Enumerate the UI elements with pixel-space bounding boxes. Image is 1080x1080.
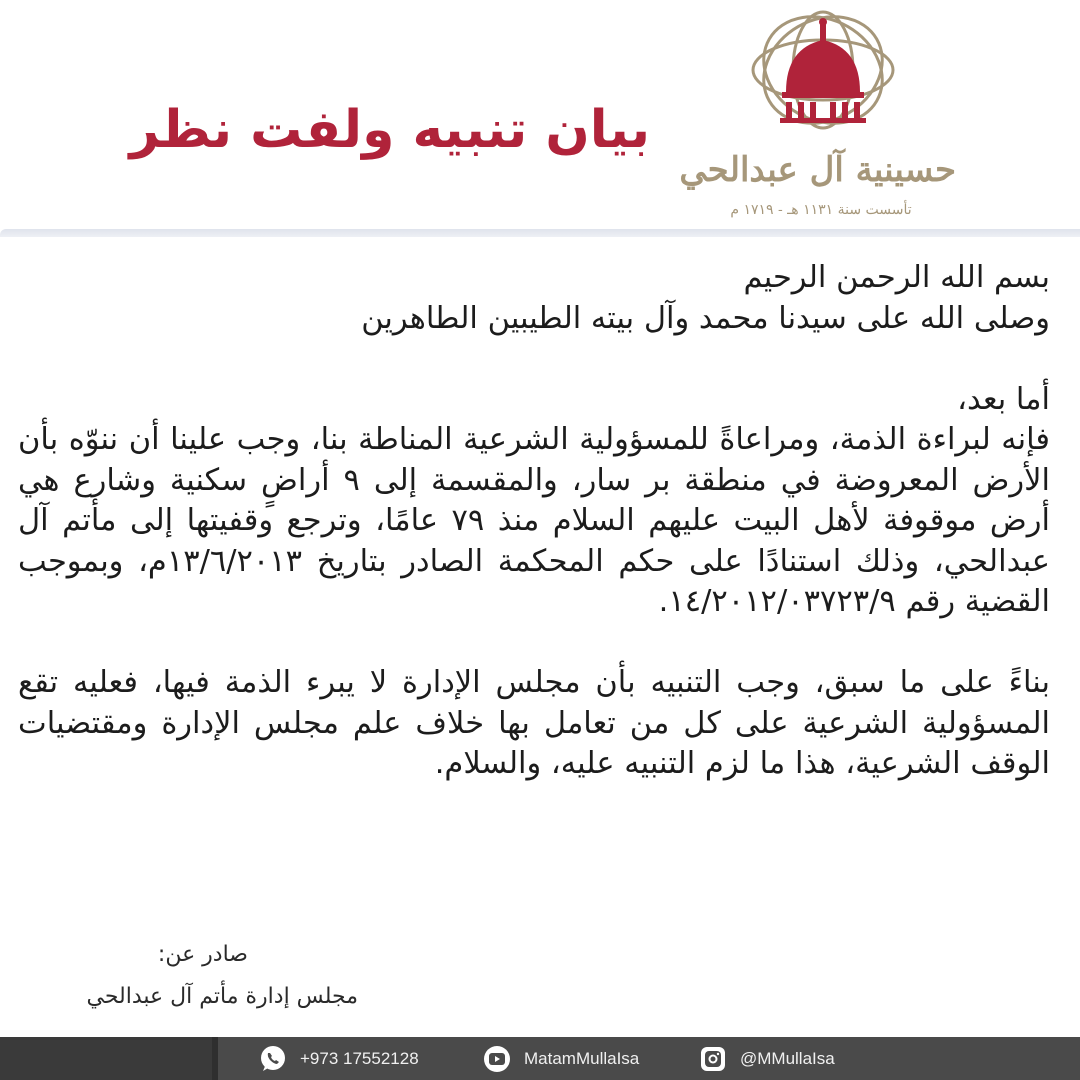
youtube-icon [482,1044,512,1074]
logo [679,10,956,225]
basmala: بسم الله الرحمن الرحيم [743,260,1050,295]
youtube-handle: MatamMullaIsa [524,1048,640,1068]
instagram-icon [698,1044,728,1074]
page-title: بيان تنبيه ولفت نظر [129,100,650,160]
footer-youtube[interactable] [482,1037,639,1080]
whatsapp-number: +973 17552128 [300,1048,419,1068]
instagram-handle: @MMullaIsa [740,1048,835,1068]
header-divider [0,229,1080,237]
footer-bar [0,1037,1080,1080]
logo-name: حسينية آل عبدالحي [679,150,956,190]
header [0,0,1080,232]
salutation: وصلى الله على سيدنا محمد وآل بيته الطيبين الطاهرين [361,300,1050,336]
dome-emblem-icon [748,10,898,140]
paragraph-1: فإنه لبراءة الذمة، ومراعاةً للمسؤولية الشرعية المناطة بنا، وجب علينا أن ننوّه بأن الأرض المعروضة في منطقة بر سار، والمقسمة إلى ٩ أراضٍ سكنية وشارع هي أرض موقوفة لأهل البيت عليهم السلام منذ ٧٩ عامًا، وترجع وقفيتها إلى مأتم آل عبدالحي، وذلك استنادًا على حكم المحكمة الصادر بتاريخ ١٣/٦/٢٠١٣م، وبموجب القضية رقم ١٤/٢٠١٢/٠٣٧٢٣/٩. [18,422,1050,619]
issued-from-label: صادر عن: [157,942,248,967]
logo-founded-date: تأسست سنة ١١٣١ هـ - ١٧١٩ م [730,202,912,218]
opening: أما بعد، [957,381,1050,417]
footer-instagram[interactable] [698,1037,835,1080]
paragraph-2: بناءً على ما سبق، وجب التنبيه بأن مجلس الإدارة لا يبرء الذمة فيها، فعليه تقع المسؤولية الشرعية على كل من تعامل بها خلاف علم مجلس الإدارة ومقتضيات الوقف الشرعية، هذا ما لزم التنبيه عليه، والسلام. [18,665,1050,781]
footer-whatsapp[interactable] [258,1037,419,1080]
whatsapp-icon [258,1044,288,1074]
council-name: مجلس إدارة مأتم آل عبدالحي [86,984,358,1009]
statement-body [18,258,1050,785]
issuer-block [18,940,358,1024]
